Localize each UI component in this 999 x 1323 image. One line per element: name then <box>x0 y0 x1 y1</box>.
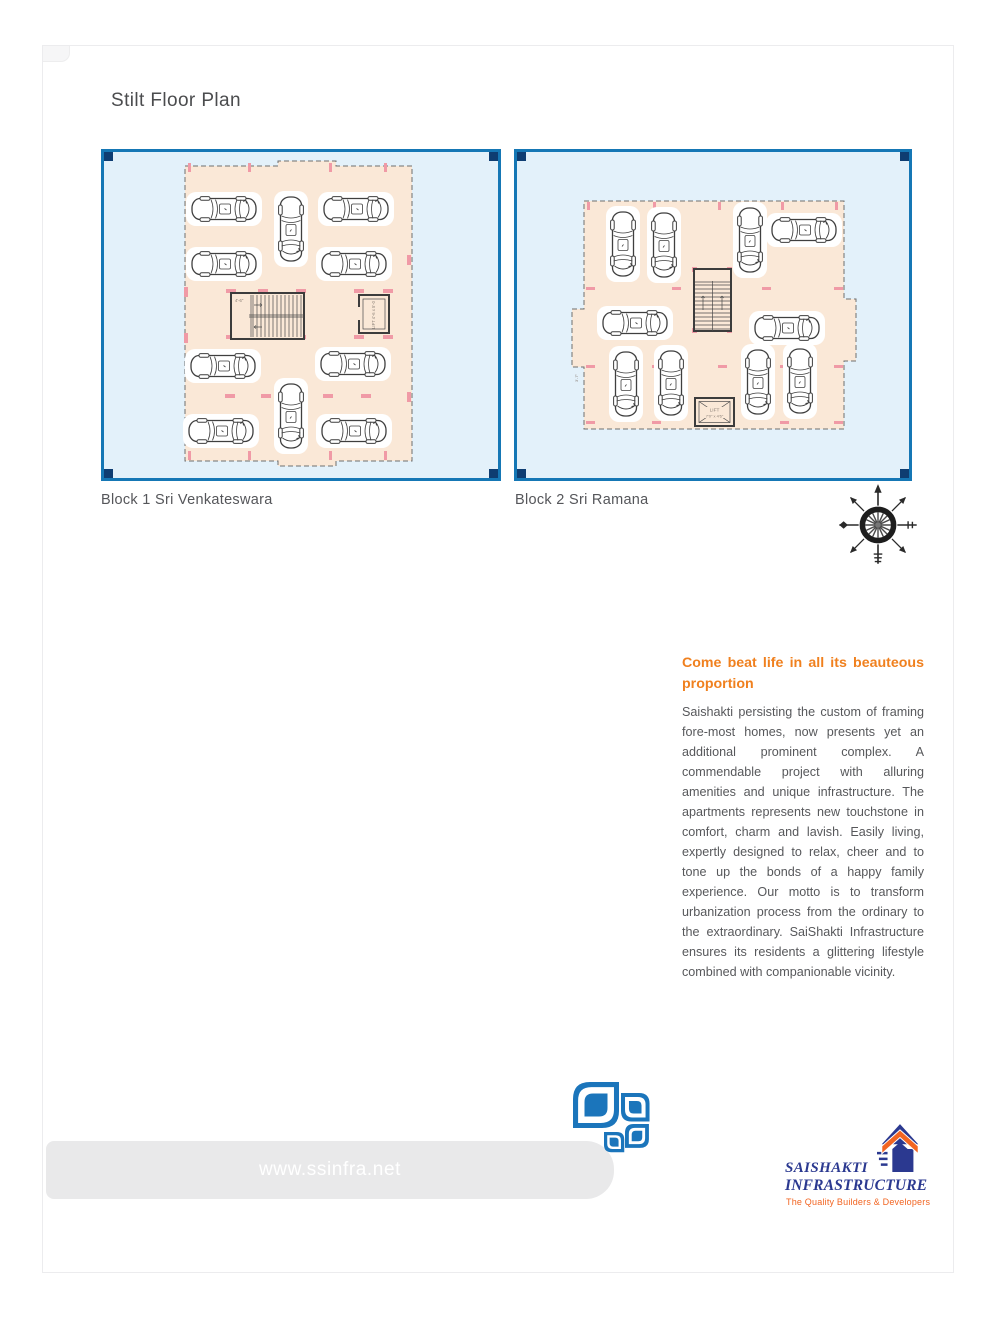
brand-arrow-icon <box>877 1124 923 1174</box>
car-stall <box>185 349 261 383</box>
car-stall <box>315 347 391 381</box>
website-url: www.ssinfra.net <box>258 1159 402 1180</box>
car-stall <box>316 414 392 448</box>
staircase <box>231 293 304 339</box>
block1-label: Block 1 Sri Venkateswara <box>101 492 273 508</box>
car-stall <box>766 213 842 247</box>
flower-logo-icon <box>563 1080 663 1164</box>
car-stall <box>183 414 259 448</box>
stair-dimension-label: 4'-6" <box>235 298 244 303</box>
car-stall <box>274 191 308 267</box>
lift-label: LIFT 4'-6 x 5'-0 <box>371 301 376 329</box>
lift <box>358 295 389 333</box>
brand-name-line1: SAISHAKTI <box>785 1160 868 1176</box>
floor-plan-block1 <box>101 149 501 481</box>
car-stall <box>741 344 775 420</box>
brand-name-line2: INFRASTRUCTURE <box>785 1177 928 1194</box>
car-stall <box>318 192 394 226</box>
lift <box>695 398 734 426</box>
article-body: Saishakti persisting the custom of framing fore-most homes, now presents yet an additional prominent complex. A commendable project with alluring amenities and unique infrastructure. The apartments represents new touchstone in comfort, charm and lavish. Easily living, expertly designed to relax, cheer and to tone up the bonds of a happy family experience. Our motto is to transform urbanization process from the ordinary to the extraordinary. SaiShakti Infrastructure ensures its residents a glittering lifestyle combined with companionable vicinity. <box>682 705 924 979</box>
car-stall <box>647 207 681 283</box>
lift-label-line1: LIFT <box>709 408 720 414</box>
car-stall <box>316 247 392 281</box>
car-stall <box>606 206 640 282</box>
corner-tab <box>43 46 70 62</box>
article-heading <box>682 653 924 695</box>
article <box>682 653 924 982</box>
staircase <box>694 269 731 331</box>
brand-logo <box>783 1122 965 1252</box>
car-stall <box>783 343 817 419</box>
car-stall <box>597 306 673 340</box>
car-stall <box>749 311 825 345</box>
car-stall <box>186 192 262 226</box>
car-stall <box>654 345 688 421</box>
brand-tagline: The Quality Builders & Developers <box>786 1197 931 1207</box>
article-heading-line2: proportion <box>682 676 754 692</box>
article-heading-line1: Come beat life in all its beauteous <box>682 655 924 671</box>
car-stall <box>186 247 262 281</box>
car-stall <box>274 378 308 454</box>
website-ribbon <box>46 1141 614 1199</box>
page-title: Stilt Floor Plan <box>111 90 241 111</box>
floor-plan-block1-drawing <box>104 152 498 478</box>
car-stall <box>733 202 767 278</box>
floor-plan-block2 <box>514 149 912 481</box>
dimension-label: 3'-7" <box>574 374 579 382</box>
compass-rose-icon <box>835 482 921 568</box>
lift-label-line2: 7'0" x 4'6" <box>705 413 724 419</box>
floor-plan-block2-drawing <box>517 152 909 478</box>
block2-label: Block 2 Sri Ramana <box>515 492 649 508</box>
car-stall <box>609 346 643 422</box>
content-card <box>42 45 954 1273</box>
